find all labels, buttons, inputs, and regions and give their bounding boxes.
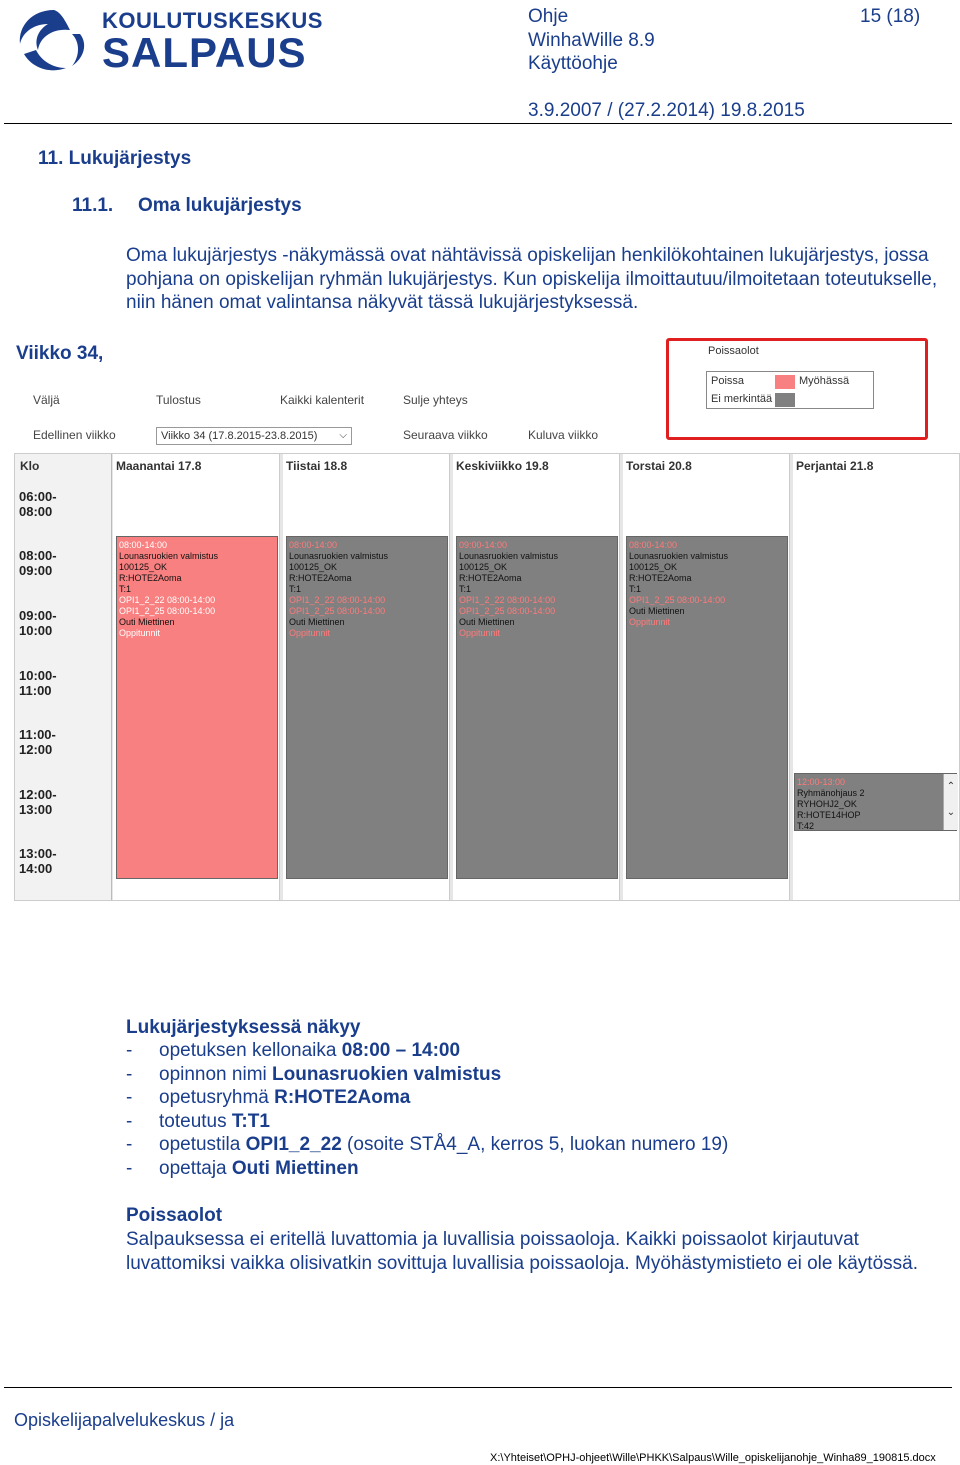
- event-line: Oppitunnit: [459, 628, 501, 638]
- event-line: T:42: [797, 821, 815, 831]
- event-line: T:1: [119, 584, 132, 594]
- doc-name: Käyttöohje: [528, 53, 618, 74]
- event-line: Lounasruokien valmistus: [119, 551, 219, 561]
- absence-legend: [706, 371, 874, 409]
- event-line: OPI1_2_25 08:00-14:00: [629, 595, 726, 605]
- logo-line1: KOULUTUSKESKUS: [102, 8, 323, 33]
- footer-path: X:\Yhteiset\OPHJ-ohjeet\Wille\PHKK\Salpaus\Wille_opiskelijanohje_Winha89_190815.docx: [490, 1452, 936, 1464]
- day-header: Maanantai 17.8: [116, 459, 202, 473]
- timetable-event[interactable]: [456, 536, 618, 879]
- legend-absent-label: Poissa: [711, 375, 745, 387]
- summary-item: - toteutus T:T1: [126, 1110, 270, 1132]
- week-select[interactable]: [156, 427, 352, 445]
- absences-heading: Poissaolot: [126, 1205, 223, 1226]
- chevron-up-icon[interactable]: ⌃: [946, 781, 956, 792]
- current-week-link[interactable]: Kuluva viikko: [528, 428, 599, 442]
- timetable-event[interactable]: [286, 536, 448, 879]
- event-line: RYHOHJ2_OK: [797, 799, 857, 809]
- event-line: T:1: [629, 584, 642, 594]
- list-bullet: -: [126, 1087, 133, 1108]
- section-title: 11. Lukujärjestys: [38, 148, 192, 169]
- week-title: Viikko 34,: [16, 343, 104, 364]
- legend-late-label: Myöhässä: [799, 375, 850, 387]
- event-line: OPI1_2_25 08:00-14:00: [459, 606, 556, 616]
- event-line: Lounasruokien valmistus: [629, 551, 729, 561]
- event-line: 08:00-14:00: [629, 540, 678, 550]
- next-week-link[interactable]: Seuraava viikko: [403, 428, 488, 442]
- event-line: 08:00-14:00: [289, 540, 338, 550]
- doc-type: Ohje: [528, 6, 569, 27]
- event-line: T:1: [459, 584, 472, 594]
- time-slot-label: 13:00- 14:00: [19, 846, 57, 876]
- event-line: R:HOTE2Aoma: [459, 573, 522, 583]
- time-slot-label: 10:00- 11:00: [19, 668, 57, 698]
- time-slot-label: 09:00- 10:00: [19, 608, 57, 638]
- time-slot-label: 08:00- 09:00: [19, 548, 57, 578]
- menu-tulostus[interactable]: Tulostus: [156, 393, 201, 407]
- day-header: Torstai 20.8: [626, 459, 692, 473]
- salpaus-logo-icon: [14, 6, 94, 76]
- time-slot-label: 12:00- 13:00: [19, 787, 57, 817]
- event-line: 100125_OK: [119, 562, 168, 572]
- event-line: Oppitunnit: [289, 628, 331, 638]
- summary-item: - opinnon nimi Lounasruokien valmistus: [126, 1063, 502, 1085]
- legend-title: Poissaolot: [708, 345, 759, 357]
- list-bullet: -: [126, 1110, 133, 1132]
- footer-left: Opiskelijapalvelukeskus / ja: [14, 1410, 235, 1430]
- menu-kaikki-kalenterit[interactable]: Kaikki kalenterit: [280, 393, 365, 407]
- header-rule: [4, 123, 952, 124]
- event-line: OPI1_2_22 08:00-14:00: [289, 595, 386, 605]
- summary-item: - opetuksen kellonaika 08:00 – 14:00: [126, 1040, 461, 1061]
- list-bullet: -: [126, 1063, 133, 1085]
- event-line: Oppitunnit: [119, 628, 161, 638]
- product-name: WinhaWille 8.9: [528, 30, 655, 51]
- prev-week-link[interactable]: Edellinen viikko: [33, 428, 116, 442]
- week-select-value: Viikko 34 (17.8.2015-23.8.2015): [161, 430, 318, 442]
- event-line: Outi Miettinen: [459, 617, 515, 627]
- summary-heading: Lukujärjestyksessä näkyy: [126, 1017, 361, 1038]
- list-bullet: -: [126, 1040, 133, 1061]
- event-scrollbar[interactable]: [943, 774, 958, 830]
- summary-item: - opetustila OPI1_2_22 (osoite STÅ4_A, kerros 5, luokan numero 19): [126, 1134, 729, 1155]
- event-line: Lounasruokien valmistus: [289, 551, 389, 561]
- event-line: OPI1_2_22 08:00-14:00: [459, 595, 556, 605]
- event-line: Outi Miettinen: [629, 606, 685, 616]
- event-line: Outi Miettinen: [119, 617, 175, 627]
- page-number: 15 (18): [860, 6, 921, 27]
- event-line: OPI1_2_25 08:00-14:00: [119, 606, 216, 616]
- event-line: R:HOTE14HOP: [797, 810, 861, 820]
- event-line: Outi Miettinen: [289, 617, 345, 627]
- chevron-down-icon[interactable]: ⌄: [946, 807, 956, 818]
- timetable-event[interactable]: [794, 773, 957, 831]
- event-line: 12:00-13:00: [797, 777, 846, 787]
- day-column: [793, 454, 960, 900]
- event-line: 100125_OK: [459, 562, 508, 572]
- list-bullet: -: [126, 1157, 133, 1179]
- clock-header: Klo: [20, 459, 40, 473]
- event-line: 09:00-14:00: [459, 540, 508, 550]
- event-line: 100125_OK: [629, 562, 678, 572]
- day-header: Keskiviikko 19.8: [456, 459, 549, 473]
- event-line: Lounasruokien valmistus: [459, 551, 559, 561]
- list-bullet: -: [126, 1134, 133, 1155]
- summary-item: - opettaja Outi Miettinen: [126, 1157, 359, 1179]
- subsection-title: Oma lukujärjestys: [138, 195, 302, 216]
- timetable-event[interactable]: [116, 536, 278, 879]
- event-line: R:HOTE2Aoma: [629, 573, 692, 583]
- legend-unmarked-label: Ei merkintää: [711, 393, 773, 405]
- footer-rule: [4, 1387, 952, 1388]
- intro-paragraph: Oma lukujärjestys -näkymässä ovat nähtävissä opiskelijan henkilökohtainen lukujärjestys, jossa pohjana on opiskelijan ryhmän lukujärjestys. Kun opiskelija ilmoittautuu/ilmoitetaan toteutukselle, niin hänen omat valintansa näkyvät tässä lukujärjestyksessä.: [126, 245, 938, 313]
- doc-dates: 3.9.2007 / (27.2.2014) 19.8.2015: [528, 100, 805, 121]
- legend-unmarked-swatch: [775, 393, 795, 407]
- chevron-down-icon: ⌵: [339, 430, 347, 441]
- event-line: OPI1_2_22 08:00-14:00: [119, 595, 216, 605]
- absences-paragraph: Salpauksessa ei eritellä luvattomia ja luvallisia poissaoloja. Kaikki poissaolot kirjautuvat luvattomiksi vaikka olisivatkin sovittuja luvallisia poissaoloja. Myöhästymistieto ei ole käytössä.: [126, 1229, 918, 1274]
- summary-item: - opetusryhmä R:HOTE2Aoma: [126, 1087, 411, 1108]
- menu-sulje-yhteys[interactable]: Sulje yhteys: [403, 393, 468, 407]
- menu-valja[interactable]: Väljä: [33, 393, 60, 407]
- day-header: Tiistai 18.8: [286, 459, 348, 473]
- logo-line2: SALPAUS: [102, 29, 307, 76]
- event-line: Oppitunnit: [629, 617, 671, 627]
- time-slot-label: 06:00- 08:00: [19, 489, 57, 519]
- event-line: R:HOTE2Aoma: [119, 573, 182, 583]
- event-line: 08:00-14:00: [119, 540, 168, 550]
- timetable-event[interactable]: [626, 536, 788, 879]
- day-header: Perjantai 21.8: [796, 459, 874, 473]
- event-line: Ryhmänohjaus 2: [797, 788, 865, 798]
- event-line: T:1: [289, 584, 302, 594]
- event-line: OPI1_2_25 08:00-14:00: [289, 606, 386, 616]
- legend-absent-swatch: [775, 375, 795, 389]
- event-line: 100125_OK: [289, 562, 338, 572]
- event-line: R:HOTE2Aoma: [289, 573, 352, 583]
- subsection-number: 11.1.: [72, 195, 114, 216]
- time-slot-label: 11:00- 12:00: [19, 727, 56, 757]
